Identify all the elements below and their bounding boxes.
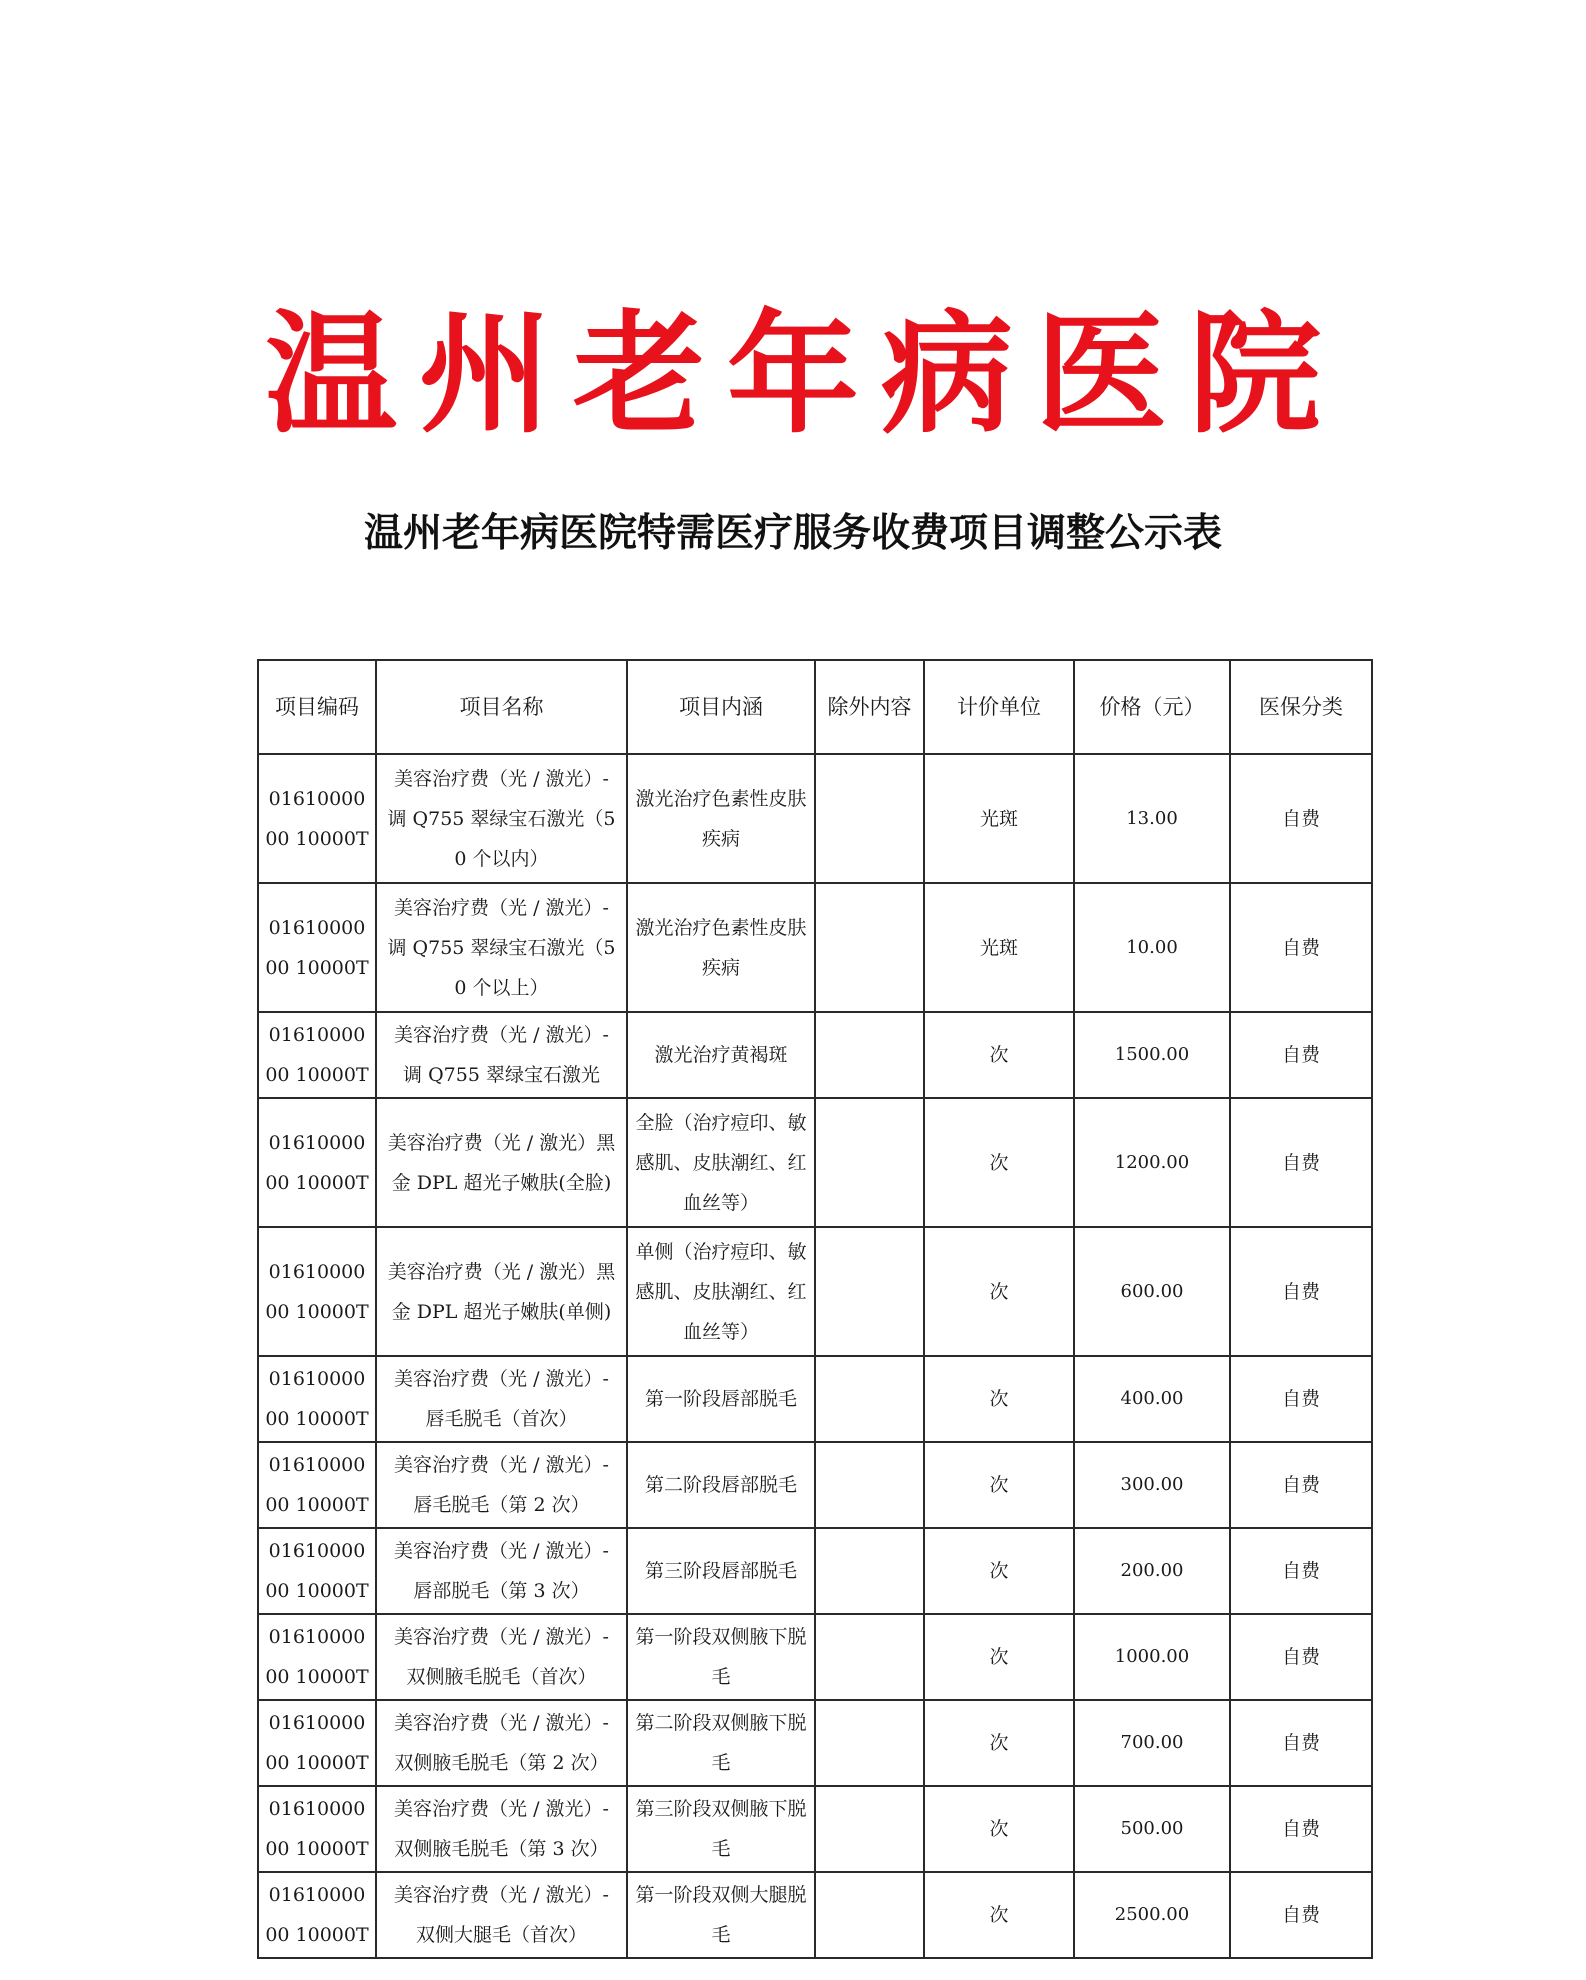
cell-code: 0161000000 10000T bbox=[258, 1012, 376, 1098]
cell-category: 自费 bbox=[1230, 1528, 1372, 1614]
cell-content: 第三阶段唇部脱毛 bbox=[627, 1528, 815, 1614]
table-row bbox=[258, 1442, 1372, 1528]
cell-category: 自费 bbox=[1230, 1700, 1372, 1786]
cell-price: 13.00 bbox=[1074, 754, 1230, 883]
table-row bbox=[258, 1700, 1372, 1786]
table-row bbox=[258, 1614, 1372, 1700]
cell-name: 美容治疗费（光 / 激光）- 唇部脱毛（第 3 次） bbox=[376, 1528, 627, 1614]
cell-category: 自费 bbox=[1230, 1614, 1372, 1700]
cell-category: 自费 bbox=[1230, 1227, 1372, 1356]
column-header-name: 项目名称 bbox=[376, 660, 627, 754]
table-row bbox=[258, 1872, 1372, 1958]
cell-name: 美容治疗费（光 / 激光）- 双侧腋毛脱毛（首次） bbox=[376, 1614, 627, 1700]
cell-price: 1000.00 bbox=[1074, 1614, 1230, 1700]
cell-price: 200.00 bbox=[1074, 1528, 1230, 1614]
cell-category: 自费 bbox=[1230, 754, 1372, 883]
cell-code: 0161000000 10000T bbox=[258, 1786, 376, 1872]
cell-name: 美容治疗费（光 / 激光）- 调 Q755 翠绿宝石激光 bbox=[376, 1012, 627, 1098]
table-row bbox=[258, 1227, 1372, 1356]
cell-code: 0161000000 10000T bbox=[258, 1614, 376, 1700]
table-row bbox=[258, 1528, 1372, 1614]
cell-content: 第二阶段唇部脱毛 bbox=[627, 1442, 815, 1528]
table-row bbox=[258, 1356, 1372, 1442]
cell-content: 第三阶段双侧腋下脱毛 bbox=[627, 1786, 815, 1872]
column-header-content: 项目内涵 bbox=[627, 660, 815, 754]
cell-exclusion bbox=[815, 1356, 924, 1442]
cell-price: 300.00 bbox=[1074, 1442, 1230, 1528]
cell-content: 激光治疗色素性皮肤疾病 bbox=[627, 883, 815, 1012]
cell-unit: 次 bbox=[924, 1442, 1074, 1528]
cell-price: 1200.00 bbox=[1074, 1098, 1230, 1227]
cell-unit: 次 bbox=[924, 1872, 1074, 1958]
cell-name: 美容治疗费（光 / 激光）- 双侧大腿毛（首次） bbox=[376, 1872, 627, 1958]
cell-price: 10.00 bbox=[1074, 883, 1230, 1012]
cell-unit: 次 bbox=[924, 1356, 1074, 1442]
cell-content: 激光治疗色素性皮肤疾病 bbox=[627, 754, 815, 883]
cell-content: 激光治疗黄褐斑 bbox=[627, 1012, 815, 1098]
cell-category: 自费 bbox=[1230, 1098, 1372, 1227]
cell-content: 单侧（治疗痘印、敏感肌、皮肤潮红、红血丝等） bbox=[627, 1227, 815, 1356]
cell-exclusion bbox=[815, 1614, 924, 1700]
cell-exclusion bbox=[815, 1700, 924, 1786]
cell-name: 美容治疗费（光 / 激光）- 调 Q755 翠绿宝石激光（50 个以内） bbox=[376, 754, 627, 883]
cell-category: 自费 bbox=[1230, 1442, 1372, 1528]
column-header-price: 价格（元） bbox=[1074, 660, 1230, 754]
column-header-unit: 计价单位 bbox=[924, 660, 1074, 754]
cell-category: 自费 bbox=[1230, 1356, 1372, 1442]
cell-content: 全脸（治疗痘印、敏感肌、皮肤潮红、红血丝等） bbox=[627, 1098, 815, 1227]
column-header-code: 项目编码 bbox=[258, 660, 376, 754]
cell-exclusion bbox=[815, 1098, 924, 1227]
cell-exclusion bbox=[815, 883, 924, 1012]
table-row bbox=[258, 754, 1372, 883]
cell-unit: 光斑 bbox=[924, 754, 1074, 883]
cell-unit: 次 bbox=[924, 1786, 1074, 1872]
cell-exclusion bbox=[815, 754, 924, 883]
column-header-exclusion: 除外内容 bbox=[815, 660, 924, 754]
cell-name: 美容治疗费（光 / 激光）- 调 Q755 翠绿宝石激光（50 个以上） bbox=[376, 883, 627, 1012]
cell-exclusion bbox=[815, 1442, 924, 1528]
cell-code: 0161000000 10000T bbox=[258, 1442, 376, 1528]
cell-code: 0161000000 10000T bbox=[258, 754, 376, 883]
cell-name: 美容治疗费（光 / 激光）- 唇毛脱毛（第 2 次） bbox=[376, 1442, 627, 1528]
cell-name: 美容治疗费（光 / 激光）- 唇毛脱毛（首次） bbox=[376, 1356, 627, 1442]
cell-unit: 次 bbox=[924, 1700, 1074, 1786]
cell-unit: 光斑 bbox=[924, 883, 1074, 1012]
cell-content: 第一阶段双侧腋下脱毛 bbox=[627, 1614, 815, 1700]
cell-name: 美容治疗费（光 / 激光）黑金 DPL 超光子嫩肤(单侧) bbox=[376, 1227, 627, 1356]
cell-price: 400.00 bbox=[1074, 1356, 1230, 1442]
table-row bbox=[258, 1786, 1372, 1872]
hospital-name-banner: 温州老年病医院 bbox=[265, 297, 1343, 452]
cell-category: 自费 bbox=[1230, 1872, 1372, 1958]
cell-price: 1500.00 bbox=[1074, 1012, 1230, 1098]
cell-content: 第二阶段双侧腋下脱毛 bbox=[627, 1700, 815, 1786]
cell-unit: 次 bbox=[924, 1012, 1074, 1098]
cell-name: 美容治疗费（光 / 激光）- 双侧腋毛脱毛（第 3 次） bbox=[376, 1786, 627, 1872]
cell-exclusion bbox=[815, 1012, 924, 1098]
cell-code: 0161000000 10000T bbox=[258, 1528, 376, 1614]
cell-price: 700.00 bbox=[1074, 1700, 1230, 1786]
cell-code: 0161000000 10000T bbox=[258, 883, 376, 1012]
cell-exclusion bbox=[815, 1528, 924, 1614]
cell-content: 第一阶段双侧大腿脱毛 bbox=[627, 1872, 815, 1958]
table-row bbox=[258, 883, 1372, 1012]
cell-unit: 次 bbox=[924, 1614, 1074, 1700]
cell-code: 0161000000 10000T bbox=[258, 1872, 376, 1958]
cell-category: 自费 bbox=[1230, 1012, 1372, 1098]
cell-price: 2500.00 bbox=[1074, 1872, 1230, 1958]
cell-content: 第一阶段唇部脱毛 bbox=[627, 1356, 815, 1442]
table-row bbox=[258, 1012, 1372, 1098]
column-header-category: 医保分类 bbox=[1230, 660, 1372, 754]
cell-exclusion bbox=[815, 1786, 924, 1872]
cell-unit: 次 bbox=[924, 1227, 1074, 1356]
table-header-row bbox=[258, 660, 1372, 754]
cell-exclusion bbox=[815, 1872, 924, 1958]
cell-name: 美容治疗费（光 / 激光）黑金 DPL 超光子嫩肤(全脸) bbox=[376, 1098, 627, 1227]
table-row bbox=[258, 1098, 1372, 1227]
cell-unit: 次 bbox=[924, 1528, 1074, 1614]
cell-code: 0161000000 10000T bbox=[258, 1098, 376, 1227]
cell-code: 0161000000 10000T bbox=[258, 1227, 376, 1356]
cell-price: 600.00 bbox=[1074, 1227, 1230, 1356]
cell-code: 0161000000 10000T bbox=[258, 1700, 376, 1786]
cell-category: 自费 bbox=[1230, 1786, 1372, 1872]
document-title: 温州老年病医院特需医疗服务收费项目调整公示表 bbox=[363, 511, 1222, 556]
fee-table bbox=[257, 659, 1373, 1959]
cell-code: 0161000000 10000T bbox=[258, 1356, 376, 1442]
cell-category: 自费 bbox=[1230, 883, 1372, 1012]
cell-unit: 次 bbox=[924, 1098, 1074, 1227]
cell-price: 500.00 bbox=[1074, 1786, 1230, 1872]
cell-name: 美容治疗费（光 / 激光）- 双侧腋毛脱毛（第 2 次） bbox=[376, 1700, 627, 1786]
cell-exclusion bbox=[815, 1227, 924, 1356]
